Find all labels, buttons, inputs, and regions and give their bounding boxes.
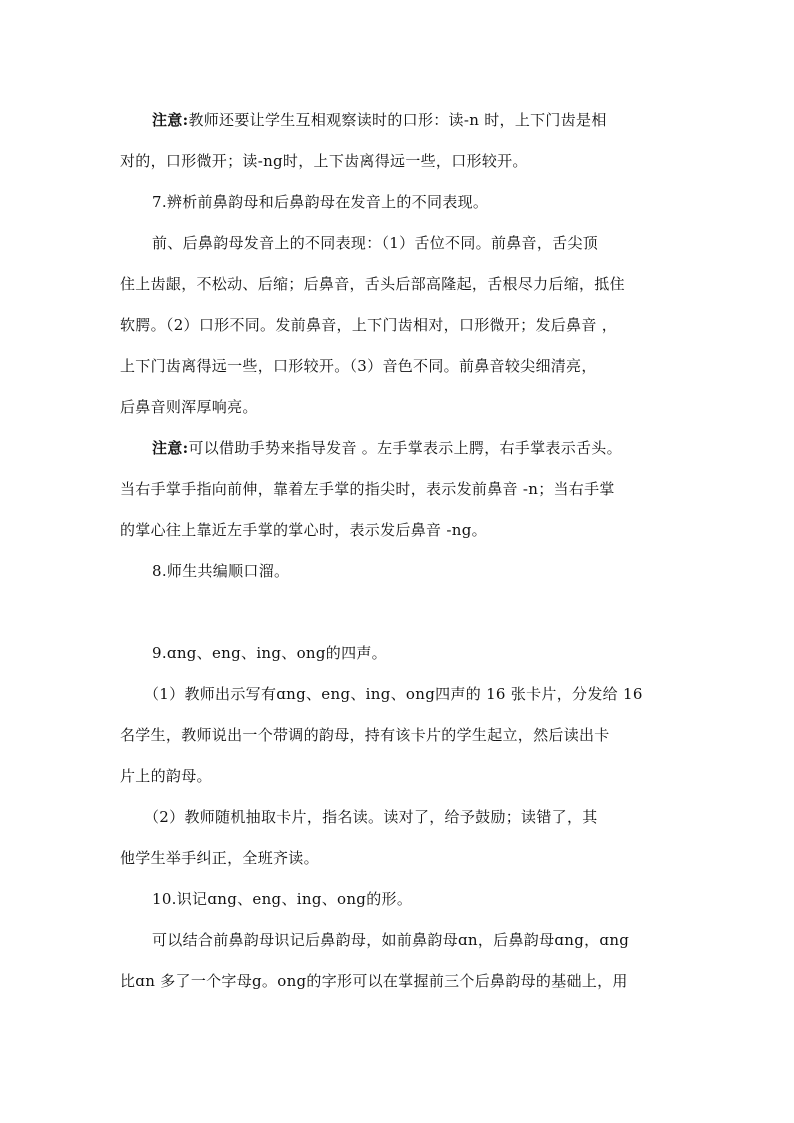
explain-line-4: 上下门齿离得远一些，口形较开。（3）音色不同。前鼻音较尖细清亮，	[120, 357, 597, 375]
step-1-line-3: 片上的韵母。	[120, 767, 212, 785]
blank-line	[120, 592, 680, 633]
note-text: 教师还要让学生互相观察读时的口形：读-n 时，上下门齿是相	[188, 111, 607, 129]
document-page	[120, 100, 680, 1002]
explain-line-2: 住上齿龈，不松动、后缩；后鼻音，舌头后部高隆起，舌根尽力后缩，抵住	[120, 275, 625, 293]
item-9-heading: 9.ɑng、eng、ing、ong的四声。	[152, 644, 387, 662]
explain-line-3: 软腭。（2）口形不同。发前鼻音，上下门齿相对，口形微开；发后鼻音 ，	[120, 316, 618, 334]
explain-line-1: 前、后鼻韵母发音上的不同表现：（1）舌位不同。前鼻音，舌尖顶	[152, 234, 599, 252]
final-line-2: 比ɑn 多了一个字母g。ong的字形可以在掌握前三个后鼻韵母的基础上，用	[120, 972, 628, 990]
step-2-line-1: （2）教师随机抽取卡片，指名读。读对了，给予鼓励；读错了，其	[144, 808, 598, 826]
note-paragraph-2-line-3: 的掌心往上靠近左手掌的掌心时，表示发后鼻音 -ng。	[120, 521, 487, 539]
note-text: 可以借助手势来指导发音 。左手掌表示上腭，右手掌表示舌头。	[188, 439, 622, 457]
item-8-heading: 8.师生共编顺口溜。	[152, 562, 290, 580]
note-label: 注意:	[152, 111, 189, 129]
item-7-heading: 7.辨析前鼻韵母和后鼻韵母在发音上的不同表现。	[152, 193, 489, 211]
step-1-line-2: 名学生，教师说出一个带调的韵母，持有该卡片的学生起立，然后读出卡	[120, 726, 610, 744]
step-1-line-1: （1）教师出示写有ɑng、eng、ing、ong四声的 16 张卡片，分发给 16	[144, 685, 643, 703]
note-paragraph-2-line-2: 当右手掌手指向前伸，靠着左手掌的指尖时，表示发前鼻音 -n；当右手掌	[120, 480, 615, 498]
explain-line-5: 后鼻音则浑厚响亮。	[120, 398, 258, 416]
step-2-line-2: 他学生举手纠正，全班齐读。	[120, 849, 319, 867]
note-paragraph-1-line-1	[120, 100, 680, 141]
final-line-1: 可以结合前鼻韵母识记后鼻韵母，如前鼻韵母ɑn，后鼻韵母ɑng，ɑng	[152, 931, 630, 949]
note-paragraph-2-line-1	[120, 428, 680, 469]
item-10-heading: 10.识记ɑng、eng、ing、ong的形。	[152, 890, 413, 908]
note-paragraph-1-line-2: 对的，口形微开；读-ng时，上下齿离得远一些，口形较开。	[120, 152, 528, 170]
note-label: 注意:	[152, 439, 189, 457]
